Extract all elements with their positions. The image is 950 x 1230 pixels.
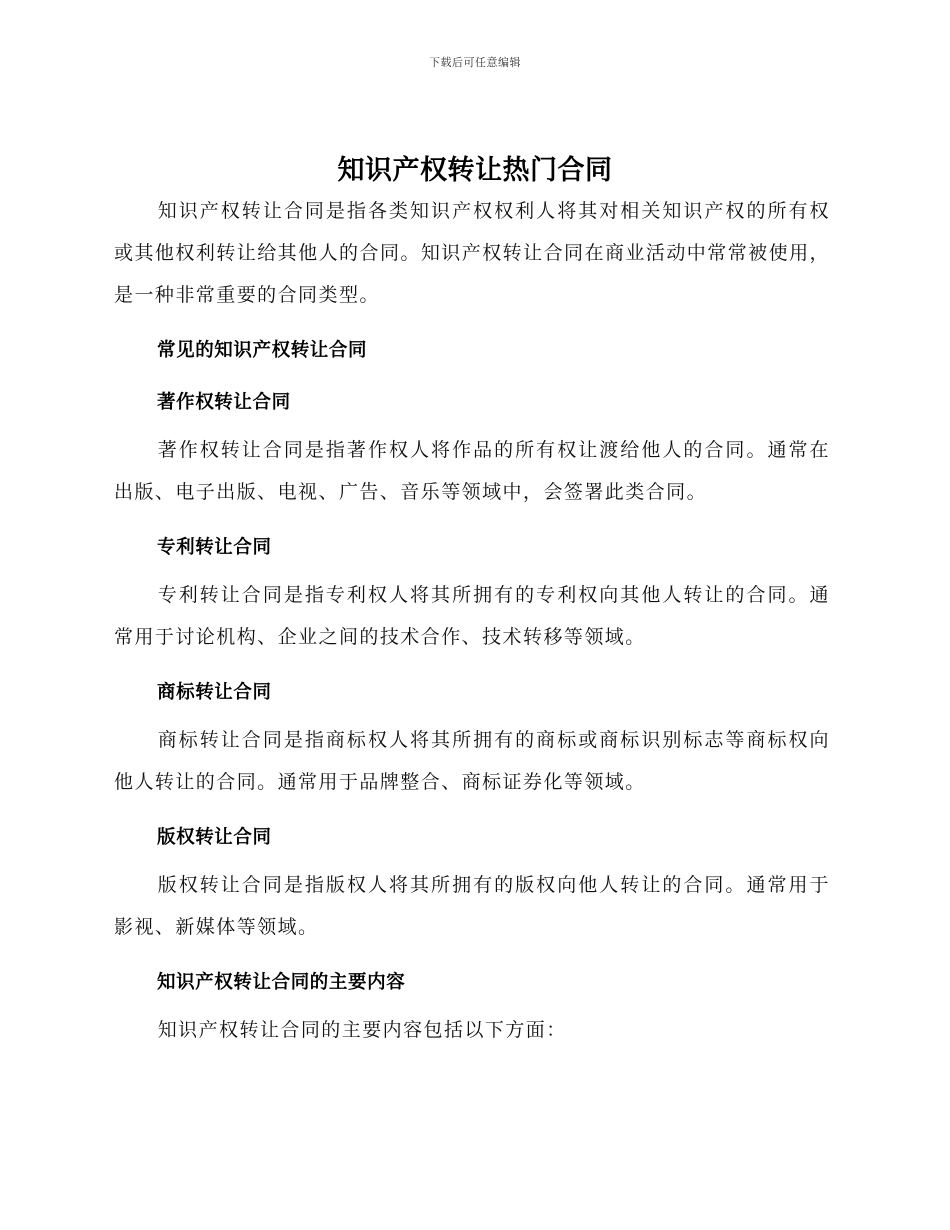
section-body-patent-transfer: 专利转让合同是指专利权人将其所拥有的专利权向其他人转让的合同。通常用于讨论机构、企业之间的技术合作、技术转移等领域。 xyxy=(114,584,830,648)
spacer xyxy=(114,948,830,957)
section-heading-main-content: 知识产权转让合同的主要内容 xyxy=(157,972,406,993)
section-body-copyright-transfer: 著作权转让合同是指著作权人将作品的所有权让渡给他人的合同。通常在出版、电子出版、电视、广告、音乐等领域中，会签署此类合同。 xyxy=(114,439,830,503)
header-note: 下载后可任意编辑 xyxy=(429,56,521,69)
section-body-trademark-transfer: 商标转让合同是指商标权人将其所拥有的商标或商标识别标志等商标权向他人转让的合同。通常用于品牌整合、商标证券化等领域。 xyxy=(114,729,830,793)
section-heading-copyright-transfer: 著作权转让合同 xyxy=(157,392,291,413)
spacer xyxy=(114,803,830,812)
section-body-rights-transfer: 版权转让合同是指版权人将其所拥有的版权向他人转让的合同。通常用于影视、新媒体等领域。 xyxy=(114,874,830,938)
spacer xyxy=(114,658,830,667)
section-heading-patent-transfer: 专利转让合同 xyxy=(157,537,272,558)
spacer xyxy=(114,513,830,522)
document-title: 知识产权转让热门合同 xyxy=(337,155,613,186)
section-heading-rights-transfer: 版权转让合同 xyxy=(157,827,272,848)
document-body xyxy=(114,190,830,1051)
section-heading-trademark-transfer: 商标转让合同 xyxy=(157,682,272,703)
intro-paragraph: 知识产权转让合同是指各类知识产权权利人将其对相关知识产权的所有权或其他权利转让给其他人的合同。知识产权转让合同在商业活动中常常被使用，是一种非常重要的合同类型。 xyxy=(114,200,830,306)
section-body-main-content: 知识产权转让合同的主要内容包括以下方面： xyxy=(157,1019,567,1041)
section-heading-common-contracts: 常见的知识产权转让合同 xyxy=(157,340,368,361)
spacer xyxy=(114,316,830,325)
